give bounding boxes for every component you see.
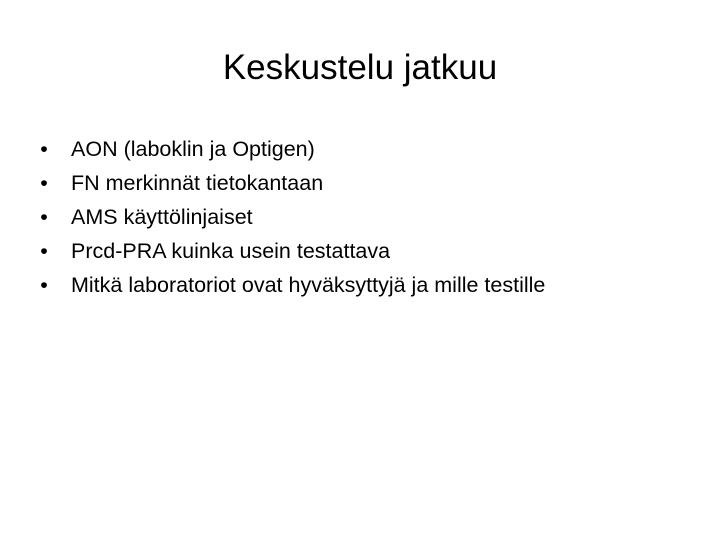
slide-title: Keskustelu jatkuu: [222, 48, 498, 87]
bullet-item: [36, 200, 696, 234]
bullet-text: AMS käyttölinjaiset: [71, 205, 253, 229]
bullet-dot-icon: •: [40, 171, 48, 195]
bullet-text: AON (laboklin ja Optigen): [71, 137, 315, 161]
bullet-item: [36, 132, 696, 166]
bullet-dot-icon: •: [40, 205, 48, 229]
bullet-list: [36, 132, 696, 302]
bullet-dot-icon: •: [40, 137, 48, 161]
bullet-item: [36, 234, 696, 268]
bullet-text: Prcd-PRA kuinka usein testattava: [71, 239, 391, 263]
bullet-text: FN merkinnät tietokantaan: [71, 171, 324, 195]
bullet-dot-icon: •: [40, 239, 48, 263]
bullet-dot-icon: •: [40, 273, 48, 297]
bullet-item: [36, 166, 696, 200]
bullet-item: [36, 268, 696, 302]
bullet-text: Mitkä laboratoriot ovat hyväksyttyjä ja mille testille: [71, 273, 546, 297]
